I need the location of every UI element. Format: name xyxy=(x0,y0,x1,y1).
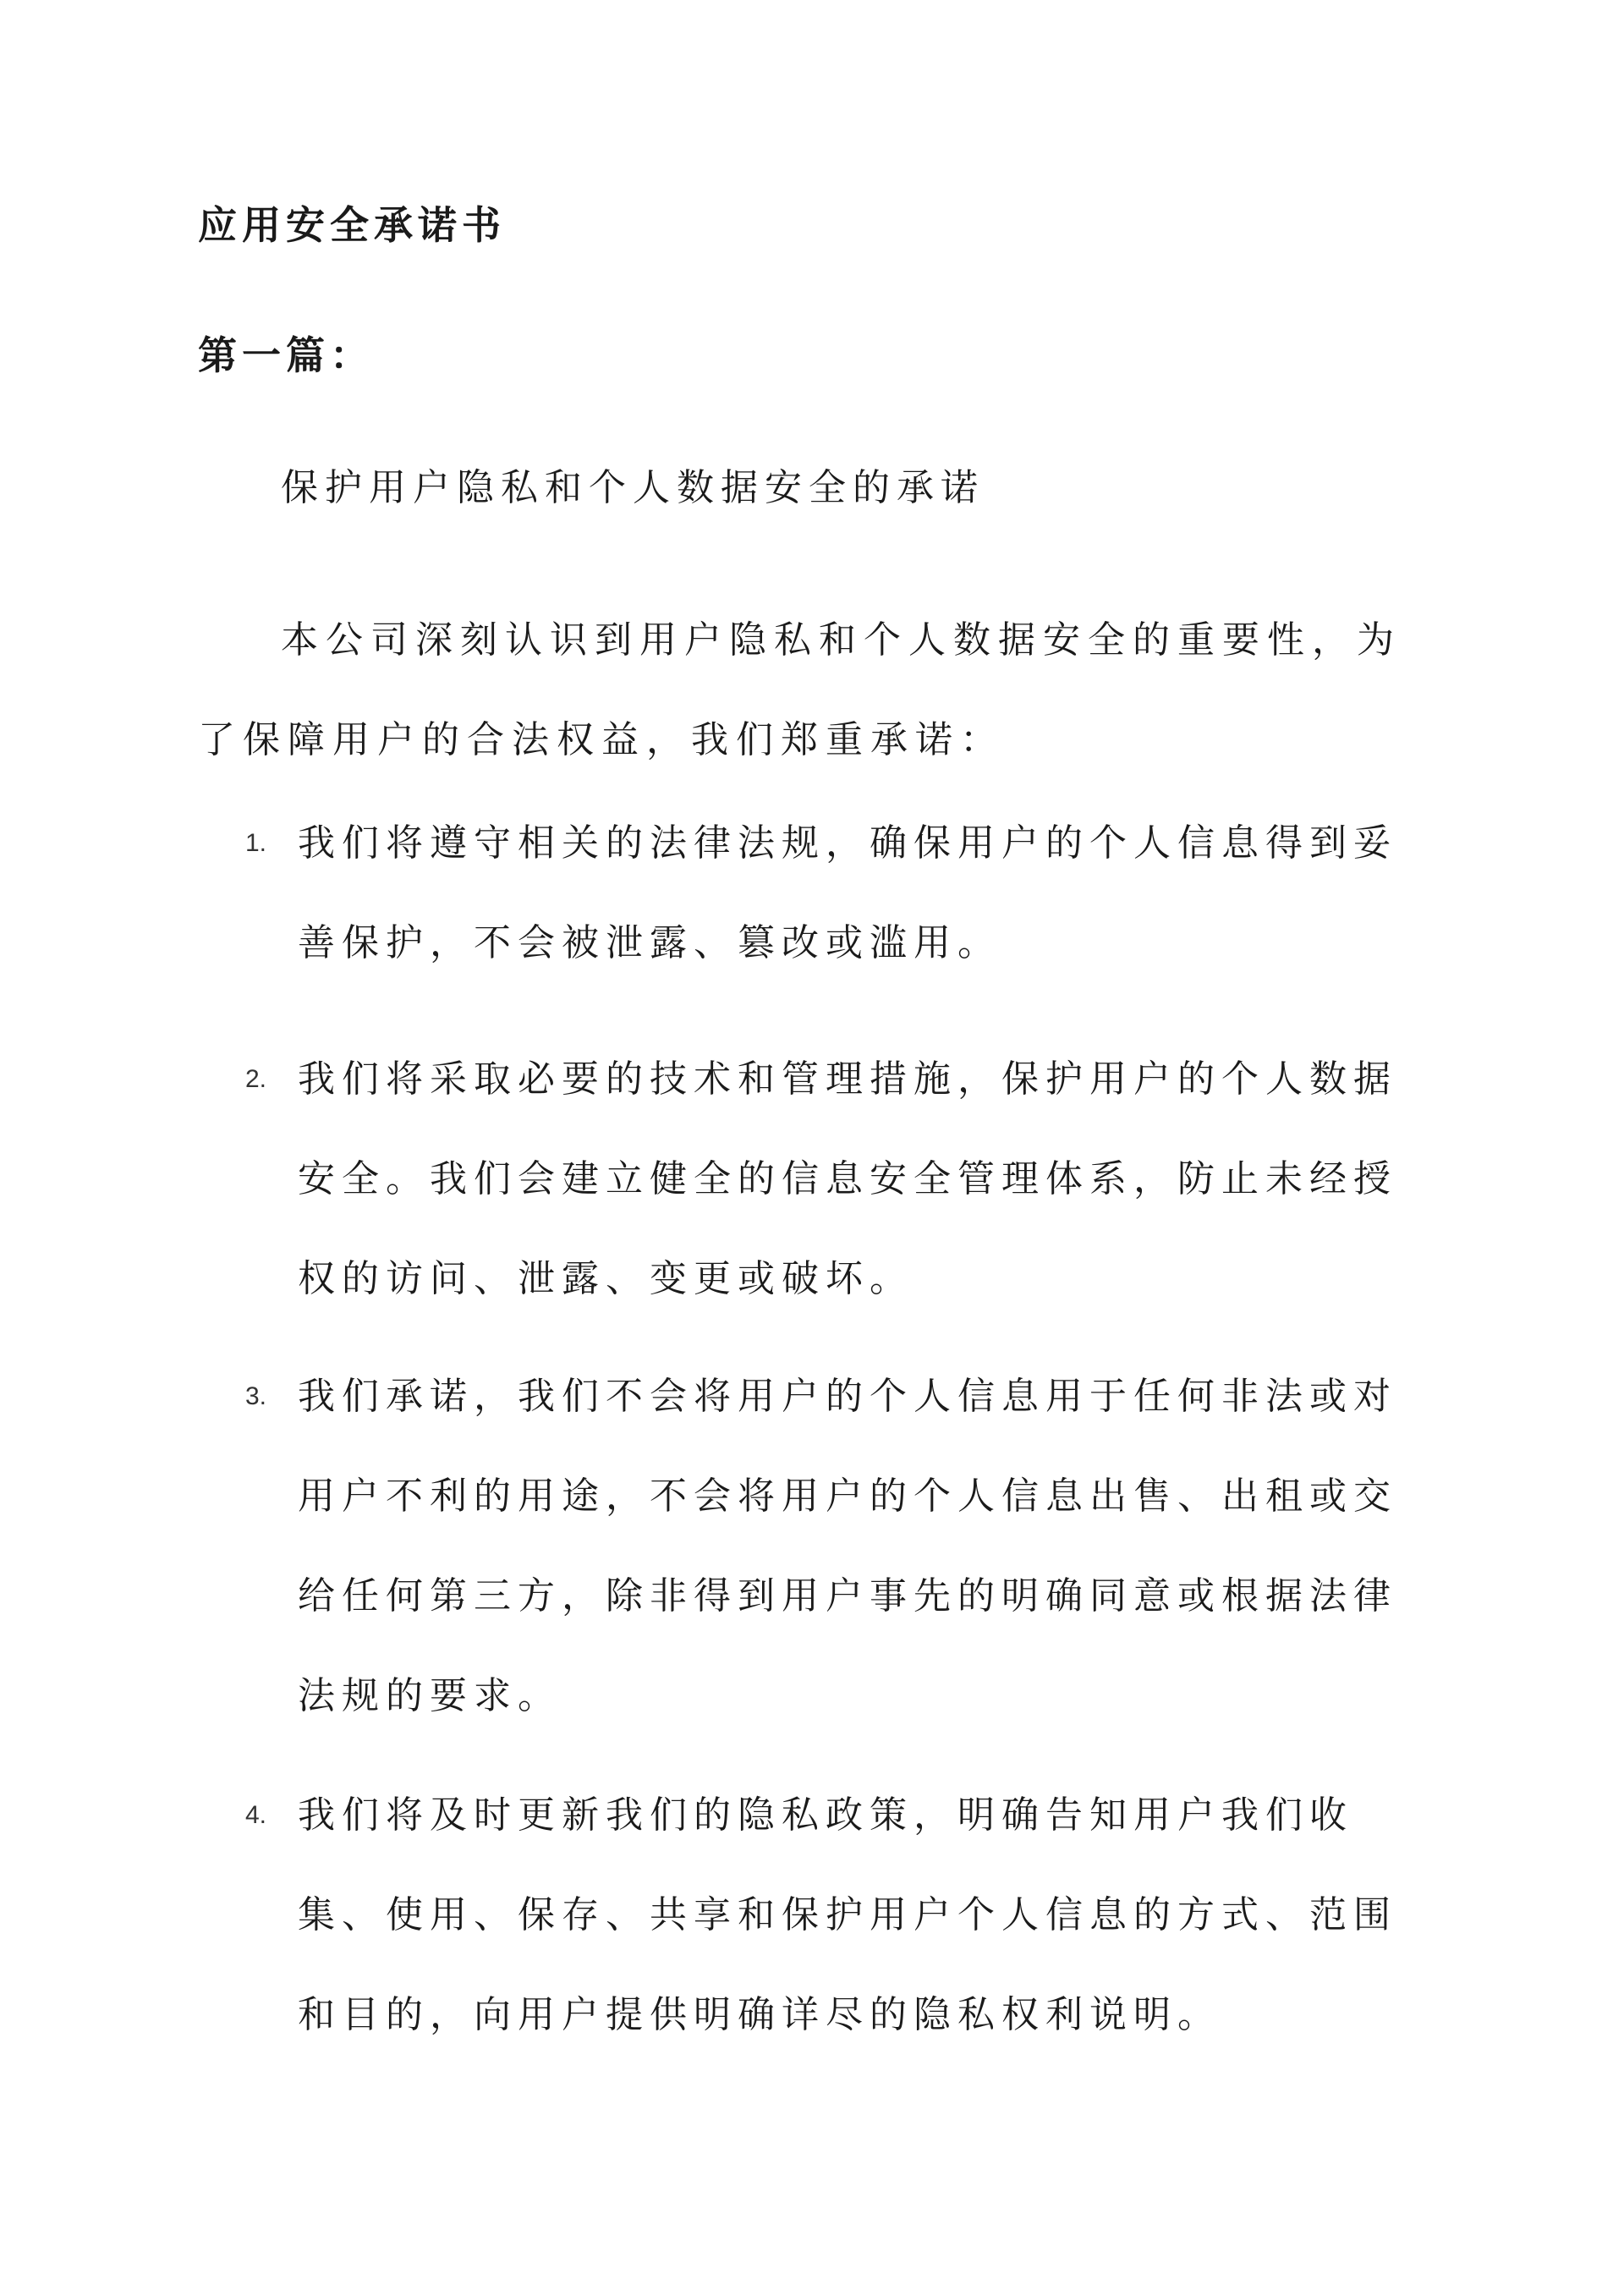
intro-paragraph: 本公司深刻认识到用户隐私和个人数据安全的重要性，为了保障用户的合法权益，我们郑重承诺： xyxy=(198,618,1402,761)
promise-text: 我们承诺，我们不会将用户的个人信息用于任何非法或对用户不利的用途，不会将用户的个人信息出售、出租或交给任何第三方，除非得到用户事先的明确同意或根据法律法规的要求。 xyxy=(298,1375,1397,1717)
promise-number: 4. xyxy=(245,1801,267,1829)
section-heading: 第一篇： xyxy=(198,332,374,378)
document-subtitle: 保护用户隐私和个人数据安全的承诺 xyxy=(281,466,985,509)
document-title: 应用安全承诺书 xyxy=(198,202,506,248)
promise-text: 我们将遵守相关的法律法规，确保用户的个人信息得到妥善保护，不会被泄露、篡改或滥用。 xyxy=(298,821,1397,964)
promise-number: 2. xyxy=(245,1065,267,1093)
promise-number: 1. xyxy=(245,829,267,857)
promise-text: 我们将及时更新我们的隐私政策，明确告知用户我们收集、使用、保存、共享和保护用户个人信息的方式、范围和目的，向用户提供明确详尽的隐私权利说明。 xyxy=(298,1793,1397,2036)
promise-number: 3. xyxy=(245,1382,267,1410)
promise-text: 我们将采取必要的技术和管理措施，保护用户的个人数据安全。我们会建立健全的信息安全管理体系，防止未经授权的访问、泄露、变更或破坏。 xyxy=(298,1057,1397,1300)
